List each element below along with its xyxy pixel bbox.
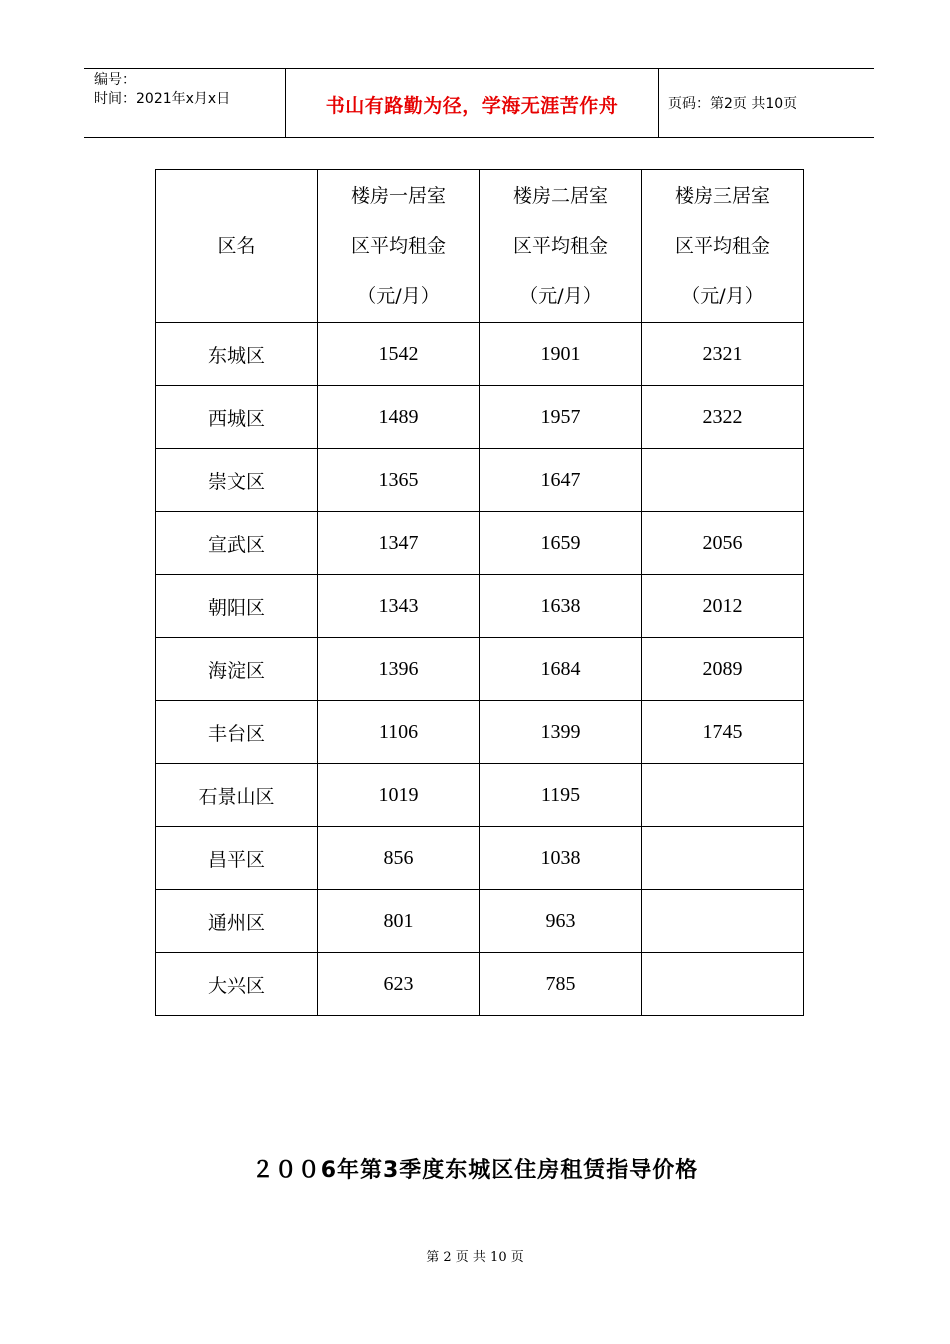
district-cell: 崇文区 [156, 449, 318, 512]
header-district [156, 170, 318, 323]
rent-cell: 623 [318, 953, 480, 1016]
district-cell: 昌平区 [156, 827, 318, 890]
rent-cell [642, 764, 804, 827]
rent-cell: 1347 [318, 512, 480, 575]
table-row [156, 953, 804, 1016]
district-cell: 东城区 [156, 323, 318, 386]
rent-table [155, 169, 804, 1016]
rent-cell: 1343 [318, 575, 480, 638]
rent-cell: 1684 [480, 638, 642, 701]
district-cell: 朝阳区 [156, 575, 318, 638]
rent-cell: 1365 [318, 449, 480, 512]
table-row [156, 827, 804, 890]
district-cell: 海淀区 [156, 638, 318, 701]
district-cell: 通州区 [156, 890, 318, 953]
header-two-bedroom [480, 170, 642, 323]
rent-cell: 1957 [480, 386, 642, 449]
rent-cell: 2321 [642, 323, 804, 386]
rent-cell [642, 827, 804, 890]
header-line: 区平均租金 [674, 235, 770, 257]
rent-cell: 1638 [480, 575, 642, 638]
table-row [156, 386, 804, 449]
header-line: 楼房二居室 [512, 185, 608, 207]
rent-cell: 1399 [480, 701, 642, 764]
page-header [84, 68, 874, 138]
rent-cell: 856 [318, 827, 480, 890]
header-line: （元/月） [357, 285, 440, 307]
header-line: 楼房一居室 [350, 185, 446, 207]
district-cell: 西城区 [156, 386, 318, 449]
rent-cell: 1396 [318, 638, 480, 701]
rent-cell: 2056 [642, 512, 804, 575]
table-row [156, 449, 804, 512]
table-row [156, 512, 804, 575]
rent-cell: 1901 [480, 323, 642, 386]
table-row [156, 575, 804, 638]
header-meta [94, 71, 230, 109]
table-row [156, 764, 804, 827]
rent-cell: 1038 [480, 827, 642, 890]
rent-cell: 1542 [318, 323, 480, 386]
rent-cell: 2089 [642, 638, 804, 701]
header-line: （元/月） [681, 285, 764, 307]
rent-cell: 1195 [480, 764, 642, 827]
rent-cell: 1106 [318, 701, 480, 764]
district-cell: 大兴区 [156, 953, 318, 1016]
rent-cell: 1647 [480, 449, 642, 512]
rent-cell: 2012 [642, 575, 804, 638]
district-cell: 宣武区 [156, 512, 318, 575]
district-cell: 丰台区 [156, 701, 318, 764]
header-motto: 书山有路勤为径，学海无涯苦作舟 [325, 95, 619, 117]
rent-cell: 801 [318, 890, 480, 953]
header-three-bedroom [642, 170, 804, 323]
table-row [156, 890, 804, 953]
header-line: 区平均租金 [350, 235, 446, 257]
header-line: 区名 [217, 235, 256, 257]
rent-cell: 1019 [318, 764, 480, 827]
section-caption: ２００6年第3季度东城区住房租赁指导价格 [251, 1158, 699, 1183]
header-divider [658, 69, 659, 137]
district-cell: 石景山区 [156, 764, 318, 827]
table-row [156, 638, 804, 701]
header-page-label: 页码：第2页 共10页 [668, 96, 798, 112]
rent-cell [642, 953, 804, 1016]
header-time-label: 时间：2021年x月x日 [94, 91, 231, 107]
header-number-label: 编号： [94, 72, 136, 88]
rent-cell [642, 890, 804, 953]
table-row [156, 323, 804, 386]
rent-cell: 1489 [318, 386, 480, 449]
table-header-row [156, 170, 804, 323]
rent-cell: 785 [480, 953, 642, 1016]
rent-cell: 1659 [480, 512, 642, 575]
rent-cell: 2322 [642, 386, 804, 449]
table-row [156, 701, 804, 764]
header-line: 区平均租金 [512, 235, 608, 257]
header-one-bedroom [318, 170, 480, 323]
rent-cell: 1745 [642, 701, 804, 764]
rent-cell [642, 449, 804, 512]
header-line: （元/月） [519, 285, 602, 307]
rent-cell: 963 [480, 890, 642, 953]
header-line: 楼房三居室 [674, 185, 770, 207]
page-footer: 第 2 页 共 10 页 [426, 1250, 524, 1265]
